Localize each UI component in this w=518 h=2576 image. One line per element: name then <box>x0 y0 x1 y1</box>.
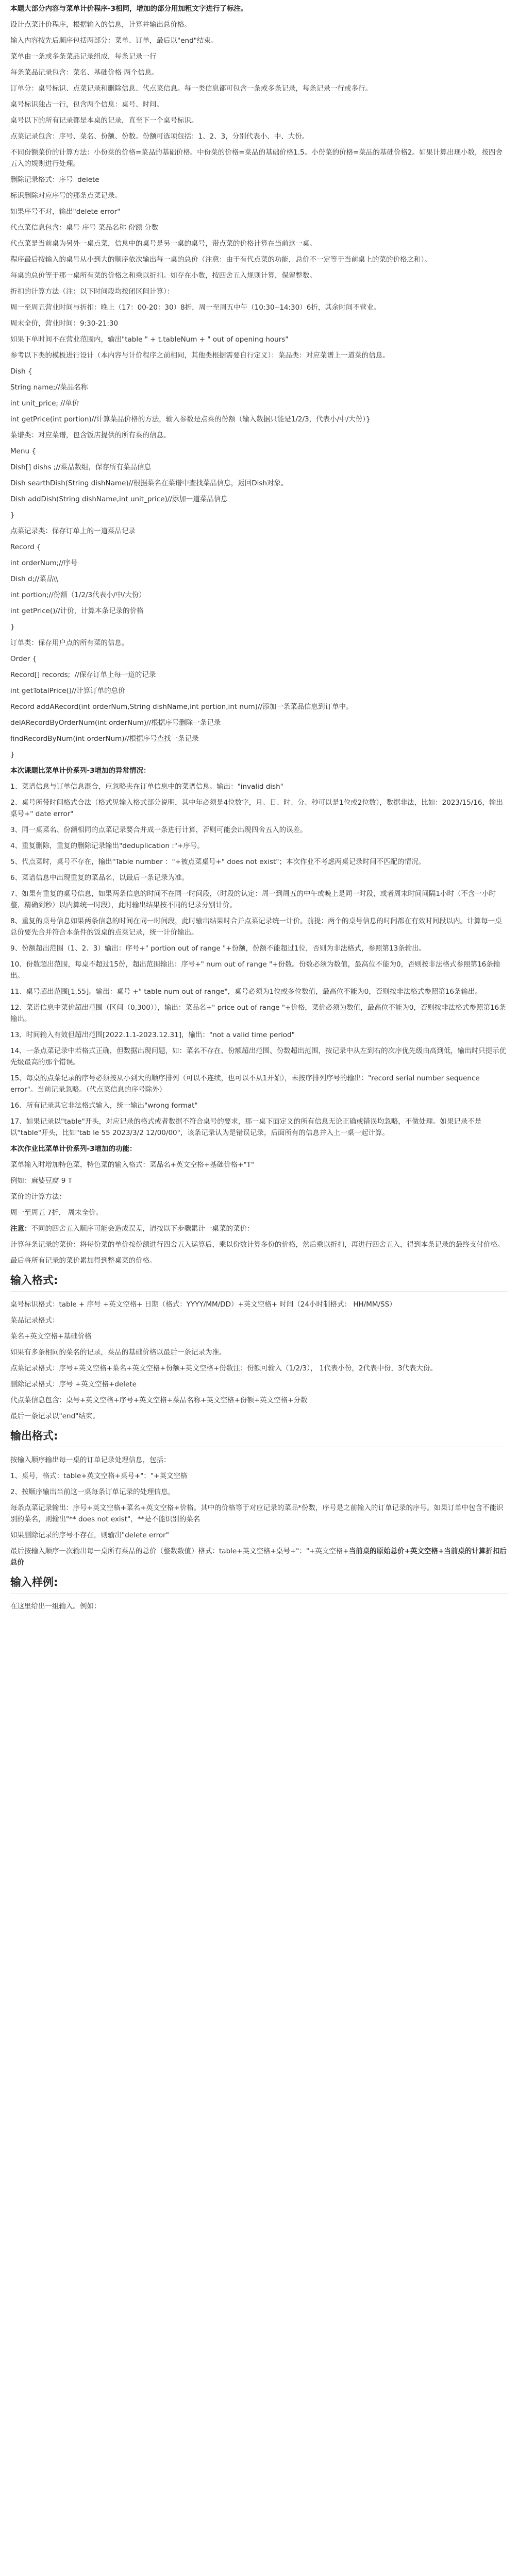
input-format-heading: 输入格式: <box>10 1274 58 1286</box>
output-format-heading: 输出格式: <box>10 1430 58 1442</box>
paragraph: 8、重复的桌号信息如果两条信息的时间在同一时间段，此时输出结果时合并点菜记录统一计价。前提：两个的桌号信息的时间都在有效时间段以内。计算每一桌总价要先合并符合本条件的饭桌的点菜记录，统一计价输出。 <box>10 917 502 937</box>
code-line: } <box>10 623 15 631</box>
bold-paragraph: 本次课题比菜单计价系列-3增加的异常情况： <box>10 767 151 775</box>
code-line: Dish { <box>10 367 32 376</box>
paragraph: 桌号以下的所有记录都是本桌的记录，直至下一个桌号标识。 <box>10 116 198 125</box>
code-line: Dish addDish(String dishName,int unit_price)//添加一道菜品信息 <box>10 495 228 503</box>
paragraph: 6、菜谱信息中出现重复的菜品名，以最后一条记录为准。 <box>10 874 189 882</box>
bold-paragraph: 本题大部分内容与菜单计价程序-3相同，增加的部分用加粗文字进行了标注。 <box>10 5 248 13</box>
code-line: Record[] records; //保存订单上每一道的记录 <box>10 671 156 679</box>
paragraph: 参考以下类的模板进行设计（本内容与计价程序之前相同，其他类根据需要自行定义）：菜品类：对应菜谱上一道菜的信息。 <box>10 351 390 360</box>
code-line: findRecordByNum(int orderNum)//根据序号查找一条记录 <box>10 735 199 743</box>
paragraph: 菜谱类：对应菜谱，包含饭店提供的所有菜的信息。 <box>10 431 171 439</box>
code-line: Menu { <box>10 447 36 455</box>
code-line: } <box>10 511 15 519</box>
paragraph: 点菜记录类：保存订单上的一道菜品记录 <box>10 527 136 535</box>
paragraph: 1、桌号，格式：table+英文空格+桌号+"："+英文空格 <box>10 1472 188 1480</box>
paragraph: 代点菜信息包含：桌号+英文空格+序号+英文空格+菜品名称+英文空格+份额+英文空格+分数 <box>10 1396 308 1404</box>
paragraph: 点菜记录格式：序号+英文空格+菜名+英文空格+份额+英文空格+份数注：份额可输入（1/2/3）， 1代表小份，2代表中份，3代表大份。 <box>10 1364 438 1372</box>
paragraph: 菜名+英文空格+基础价格 <box>10 1332 92 1341</box>
paragraph: 13、时间输入有效但超出范围[2022.1.1-2023.12.31]，输出："not a valid time period" <box>10 1031 295 1039</box>
code-line: Order { <box>10 655 37 663</box>
bold-paragraph: 本次作业比菜单计价系列-3增加的功能： <box>10 1145 137 1153</box>
code-line: Dish d;//菜品\\ <box>10 575 58 583</box>
code-line: int getTotalPrice()//计算订单的总价 <box>10 687 125 695</box>
paragraph: 如果有多条相同的菜名的记录，菜品的基础价格以最后一条记录为准。 <box>10 1348 226 1357</box>
output-format-section <box>10 1454 508 1568</box>
paragraph: 周一至周五 7折， 周末全价。 <box>10 1209 103 1217</box>
paragraph: 每条菜品记录包含：菜名、基础价格 两个信息。 <box>10 69 159 77</box>
paragraph: 最后将所有记录的菜价累加得到整桌菜的价格。 <box>10 1257 157 1265</box>
code-line: String name;//菜品名称 <box>10 383 88 392</box>
code-line: int unit_price; //单价 <box>10 399 79 408</box>
code-line: } <box>10 751 15 759</box>
paragraph: 桌号标识独占一行，包含两个信息：桌号、时间。 <box>10 100 163 109</box>
paragraph: 菜价的计算方法： <box>10 1193 66 1201</box>
paragraph: 菜单输入时增加特色菜，特色菜的输入格式：菜品名+英文空格+基础价格+"T" <box>10 1161 255 1169</box>
paragraph: 12、菜谱信息中菜价超出范围（区间（0,300）），输出：菜品名+" price out of range "+价格，菜价必须为数值，最高位不能为0，否则按非法格式参照第16条输出。 <box>10 1004 506 1023</box>
paragraph: 如果序号不对，输出"delete error" <box>10 208 121 216</box>
paragraph: 最后按输入顺序一次输出每一桌所有菜品的总价（整数数值）格式：table+英文空格+桌号+"："+英文空格+当前桌的原始总价+英文空格+当前桌的计算折扣后总价 <box>10 1547 507 1567</box>
paragraph: 注意：不同的四舍五入顺序可能会造成误差，请按以下步骤累计一桌菜的菜价： <box>10 1225 254 1233</box>
paragraph: 订单分：桌号标识、点菜记录和删除信息、代点菜信息。每一类信息都可包含一条或多条记录，每条记录一行或多行。 <box>10 84 372 93</box>
paragraph: 周一至周五营业时间与折扣：晚上（17：00-20：30）8折，周一至周五中午（10:30--14:30）6折，其余时间不营业。 <box>10 303 381 312</box>
paragraph: 计算每条记录的菜价：将每份菜的单价按份额进行四舍五入运算后，乘以份数计算多份的价格，然后乘以折扣，再进行四舍五入，得到本条记录的最终支付价格。 <box>10 1241 505 1249</box>
code-line: Record { <box>10 543 41 551</box>
code-line: int orderNum;//序号 <box>10 559 78 567</box>
input-format-section <box>10 1299 508 1422</box>
code-line: Dish searthDish(String dishName)//根据菜名在菜谱中查找菜品信息，返回Dish对象。 <box>10 479 288 487</box>
paragraph: 按输入顺序输出每一桌的订单记录处理信息，包括： <box>10 1456 171 1464</box>
code-line: Dish[] dishs ;//菜品数组，保存所有菜品信息 <box>10 463 151 471</box>
code-line: int getPrice(int portion)//计算菜品价格的方法，输入参数是点菜的份额（输入数据只能是1/2/3，代表小/中/大份）} <box>10 415 371 423</box>
problem-description <box>10 3 508 1266</box>
paragraph: 2、桌号所带时间格式合法（格式见输入格式部分说明，其中年必须是4位数字，月、日、时、分、秒可以是1位或2位数），数据非法，比如：2023/15/16，输出桌号+" date error" <box>10 799 503 818</box>
paragraph: 1、菜谱信息与订单信息混合，应忽略夹在订单信息中的菜谱信息。输出："invalid dish" <box>10 783 283 791</box>
paragraph: 周末全价，营业时间：9:30-21:30 <box>10 319 119 328</box>
section-divider <box>10 1593 508 1594</box>
paragraph: 每条点菜记录输出：序号+英文空格+菜名+英文空格+价格。其中的价格等于对应记录的菜品*份数，序号是之前输入的订单记录的序号。如果订单中包含不能识别的菜名，则输出"** does not exist"，**是不能识别的菜名 <box>10 1504 504 1523</box>
paragraph: 菜品记录格式： <box>10 1316 59 1325</box>
sample-input-heading: 输入样例: <box>10 1576 58 1588</box>
paragraph: 3、同一桌菜名、份额相同的点菜记录要合并成一条进行计算，否则可能会出现四舍五入的误差。 <box>10 826 307 834</box>
paragraph: 订单类：保存用户点的所有菜的信息。 <box>10 639 129 647</box>
paragraph: 4、重复删除，重复的删除记录输出"deduplication :"+序号。 <box>10 842 204 850</box>
paragraph: 折扣的计算方法（注：以下时间段均按闭区间计算）： <box>10 287 174 296</box>
code-line: Record addARecord(int orderNum,String dishName,int portion,int num)//添加一条菜品信息到订单中。 <box>10 703 353 711</box>
paragraph: 删除记录格式：序号 delete <box>10 176 99 184</box>
code-line: int getPrice()//计价，计算本条记录的价格 <box>10 607 144 615</box>
paragraph: 14、一条点菜记录中若格式正确，但数据出现问题，如：菜名不存在、份额超出范围、份数超出范围，按记录中从左到右的次序优先级由高到低，输出时只提示优先级最高的那个错误。 <box>10 1047 507 1066</box>
paragraph: 16、所有记录其它非法格式输入，统一输出"wrong format" <box>10 1101 198 1110</box>
paragraph: 15、每桌的点菜记录的序号必须按从小到大的顺序排列（可以不连续，也可以不从1开始），未按序排列序号的输出："record serial number sequence error"。当前记录忽略。（代点菜信息的序号除外） <box>10 1074 482 1094</box>
paragraph: 例如：麻婆豆腐 9 T <box>10 1177 72 1185</box>
paragraph: 每桌的总价等于那一桌所有菜的价格之和乘以折扣。如存在小数，按四舍五入规则计算，保留整数。 <box>10 272 316 280</box>
paragraph: 如果下单时间不在营业范围内，输出"table " + t.tableNum + " out of opening hours" <box>10 335 289 344</box>
paragraph: 5、代点菜时，桌号不存在，输出"Table number ："+被点菜桌号+" does not exist"；本次作业不考虑两桌记录时间不匹配的情况。 <box>10 858 426 866</box>
paragraph: 设计点菜计价程序，根据输入的信息，计算并输出总价格。 <box>10 21 191 29</box>
paragraph: 不同份额菜价的计算方法：小份菜的价格=菜品的基础价格。中份菜的价格=菜品的基础价格1.5。小份菜的价格=菜品的基础价格2。如果计算出现小数，按四舍五入的规则进行处理。 <box>10 148 503 168</box>
paragraph: 10、份数超出范围，每桌不超过15份，超出范围输出：序号+" num out of range "+份数。份数必须为数值，最高位不能为0，否则按非法格式参照第16条输出。 <box>10 960 500 980</box>
paragraph: 如果删除记录的序号不存在，则输出"delete error" <box>10 1531 169 1539</box>
code-line: int portion;//份额（1/2/3代表小/中/大份） <box>10 591 146 599</box>
paragraph: 桌号标识格式：table + 序号 +英文空格+ 日期（格式：YYYY/MM/DD）+英文空格+ 时间（24小时制格式： HH/MM/SS） <box>10 1300 396 1309</box>
paragraph: 11、桌号超出范围[1,55]。输出：桌号 +" table num out of range"，桌号必须为1位或多位数值，最高位不能为0，否则按非法格式参照第16条输出。 <box>10 988 482 996</box>
paragraph: 代点菜是当前桌为另外一桌点菜，信息中的桌号是另一桌的桌号，带点菜的价格计算在当前这一桌。 <box>10 240 316 248</box>
section-divider <box>10 1291 508 1292</box>
paragraph: 程序最后按输入的桌号从小到大的顺序依次输出每一桌的总价（注意：由于有代点菜的功能，总价不一定等于当前桌上的菜的价格之和）。 <box>10 256 431 264</box>
sample-input-intro: 在这里给出一组输入。例如： <box>10 1602 101 1611</box>
paragraph: 代点菜信息包含：桌号 序号 菜品名称 份额 分数 <box>10 224 159 232</box>
paragraph: 7、如果有重复的桌号信息，如果两条信息的时间不在同一时间段，（时段的认定：周一到周五的中午或晚上是同一时段，或者周末时间间隔1小时（不含一小时整，精确到秒）以内算统一时段），此时输出结果按不同的记录分别计价。 <box>10 890 496 909</box>
paragraph: 最后一条记录以"end"结束。 <box>10 1412 99 1420</box>
paragraph: 菜单由一条或多条菜品记录组成，每条记录一行 <box>10 53 157 61</box>
paragraph: 17、如果记录以"table"开头，对应记录的格式或者数据不符合桌号的要求，那一桌下面定义的所有信息无论正确或错误均忽略，不做处理。如果记录不是以"table"开头，比如"tab le 55 2023/3/2 12/00/00"，该条记录认为是错误记录，后面所有的信息并入上一桌一起计算。 <box>10 1117 482 1137</box>
paragraph: 标识删除对应序号的那条点菜记录。 <box>10 192 122 200</box>
paragraph: 2、按顺序输出当前这一桌每条订单记录的处理信息， <box>10 1488 175 1496</box>
paragraph: 删除记录格式：序号 +英文空格+delete <box>10 1380 137 1388</box>
paragraph: 输入内容按先后顺序包括两部分：菜单、订单，最后以"end"结束。 <box>10 37 218 45</box>
paragraph: 9、份额超出范围（1、2、3）输出：序号+" portion out of range "+份额，份额不能超过1位，否则为非法格式，参照第13条输出。 <box>10 944 426 953</box>
code-line: delARecordByOrderNum(int orderNum)//根据序号删除一条记录 <box>10 719 221 727</box>
paragraph: 点菜记录包含：序号、菜名、份额、份数。份额可选项包括：1、2、3，分别代表小、中、大份。 <box>10 132 309 141</box>
